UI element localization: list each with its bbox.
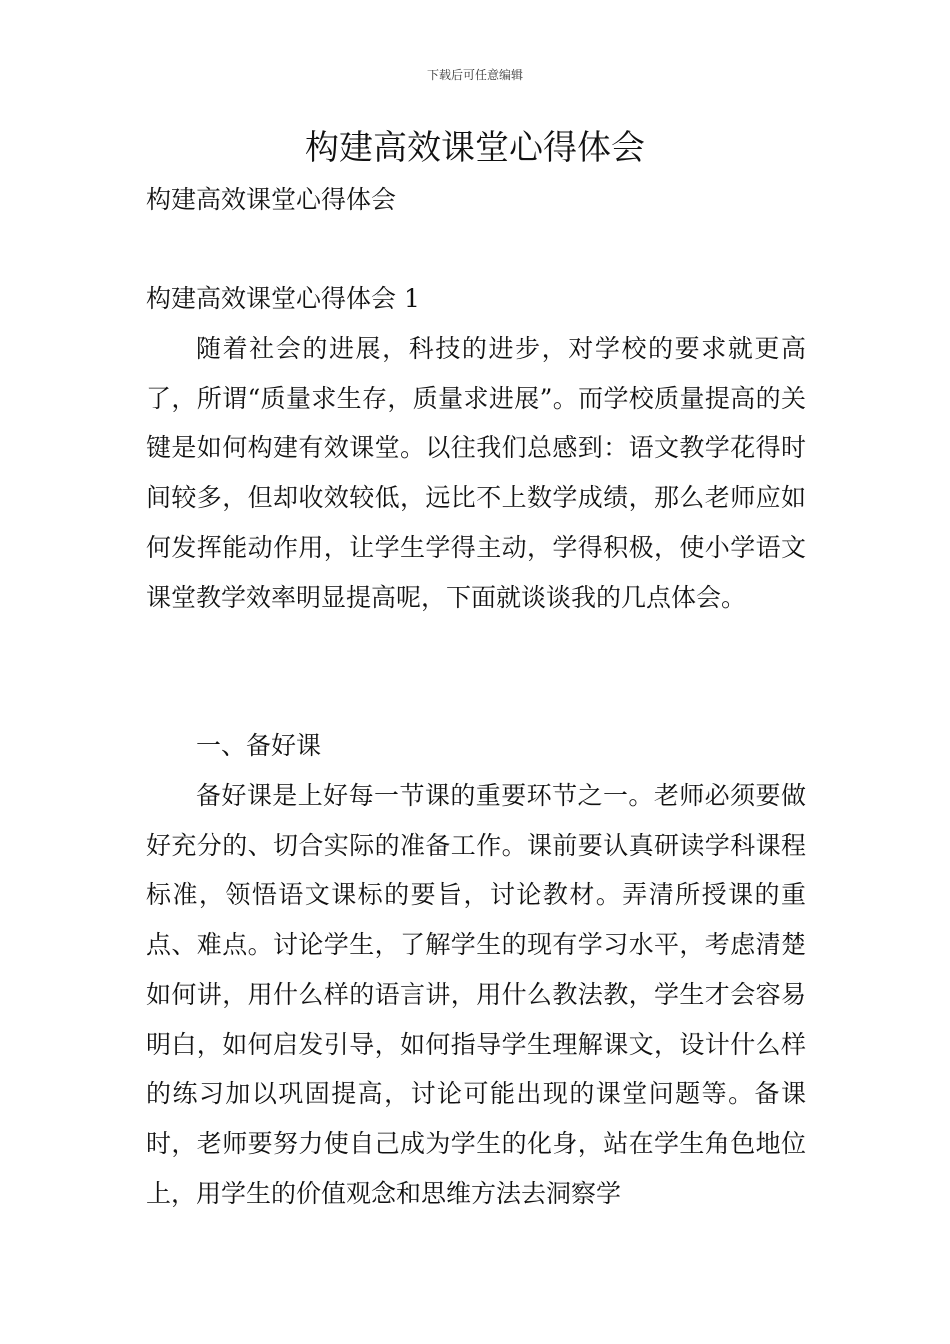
document-subtitle: 构建高效课堂心得体会 <box>146 185 397 214</box>
section-heading-prepare-lesson: 一、备好课 <box>196 731 322 760</box>
section-title: 构建高效课堂心得体会 1 <box>146 284 420 313</box>
paragraph-prepare-lesson: 备好课是上好每一节课的重要环节之一。老师必须要做好充分的、切合实际的准备工作。课前要认真研读学科课程标准，领悟语文课标的要旨，讨论教材。弄清所授课的重点、难点。讨论学生，了解学生的现有学习水平，考虑清楚如何讲，用什么样的语言讲，用什么教法教，学生才会容易明白，如何启发引导，如何指导学生理解课文，设计什么样的练习加以巩固提高，讨论可能出现的课堂问题等。备课时，老师要努力使自己成为学生的化身，站在学生角色地位上，用学生的价值观念和思维方法去洞察学 <box>146 781 806 1208</box>
document-title: 构建高效课堂心得体会 <box>305 128 645 168</box>
paragraph-intro: 随着社会的进展，科技的进步，对学校的要求就更高了，所谓“质量求生存，质量求进展”。而学校质量提高的关键是如何构建有效课堂。以往我们总感到：语文教学花得时间较多，但却收效较低，远比不上数学成绩，那么老师应如何发挥能动作用，让学生学得主动，学得积极，使小学语文课堂教学效率明显提高呢，下面就谈谈我的几点体会。 <box>146 334 806 612</box>
header-note: 下载后可任意编辑 <box>426 68 523 82</box>
